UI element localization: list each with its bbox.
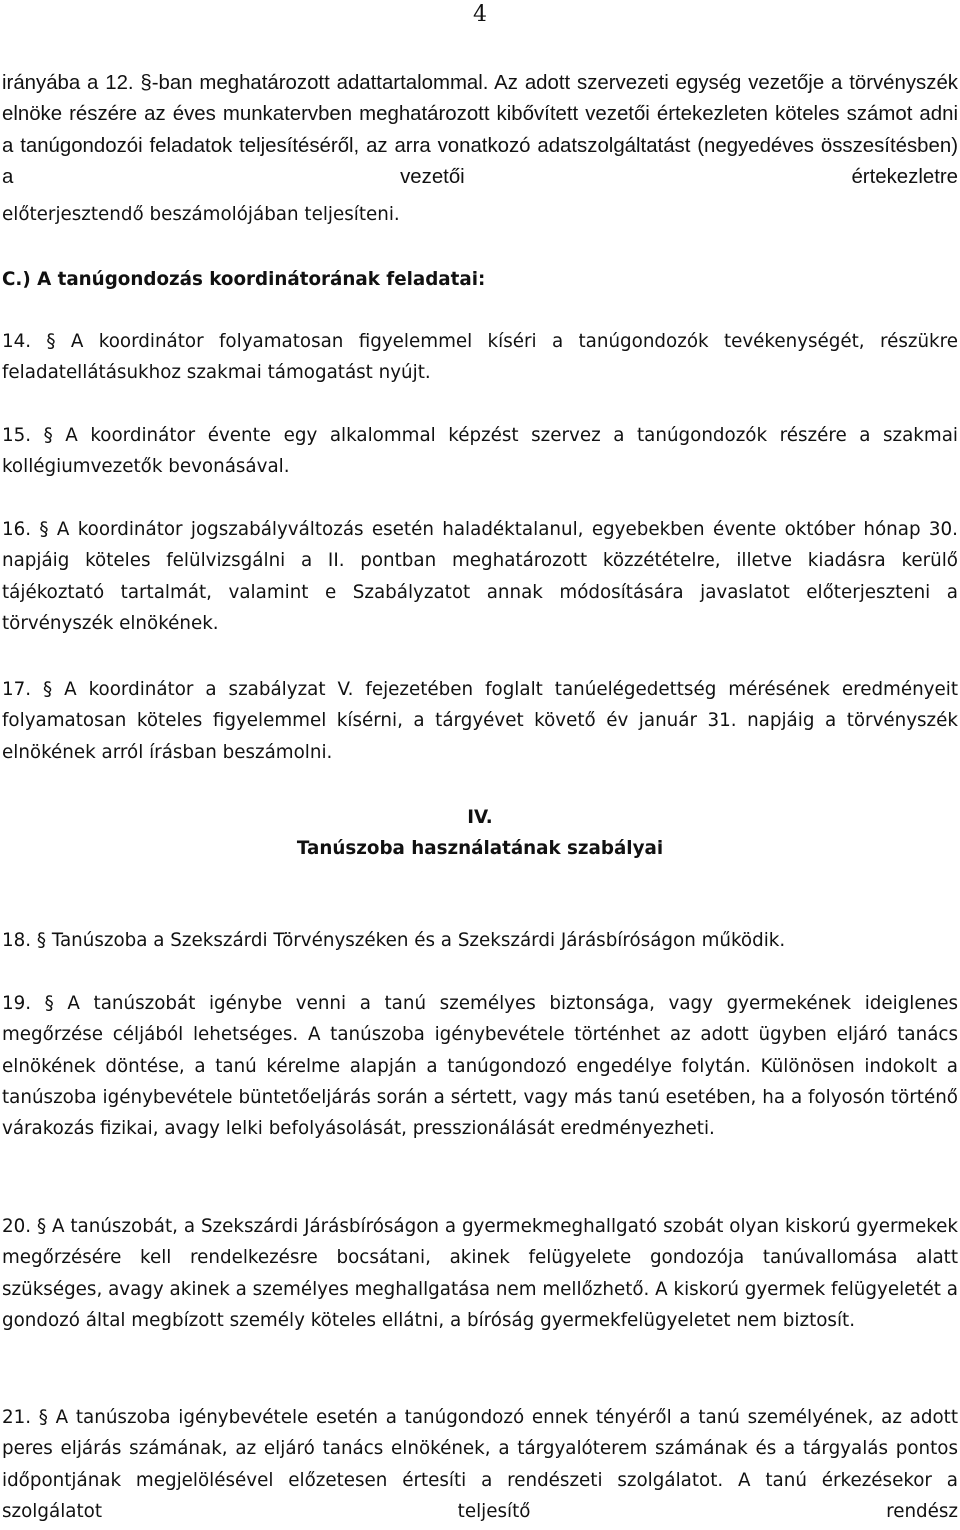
chapter-number: IV.	[467, 807, 493, 828]
paragraph-16: 16. § A koordinátor jogszabályváltozás esetén haladéktalanul, egyebekben évente október hónap 30. napjáig köteles felülvizsgálni a II. pontban meghatározott közzétételre, illetve kiadásra kerülő tájékoztató tartalmát, valamint e Szabályzatot annak módosítására javaslatot előterjeszteni a törvényszék elnökének.	[2, 519, 958, 634]
intro-paragraph-part2: előterjesztendő beszámolójában teljesíteni.	[2, 204, 400, 225]
paragraph-18: 18. § Tanúszoba a Szekszárdi Törvényszéken és a Szekszárdi Járásbíróságon működik.	[2, 930, 786, 951]
paragraph-15: 15. § A koordinátor évente egy alkalommal képzést szervez a tanúgondozók részére a szakmai kollégiumvezetők bevonásával.	[2, 425, 958, 478]
paragraph-17: 17. § A koordinátor a szabályzat V. fejezetében foglalt tanúelégedettség mérésének eredményeit folyamatosan köteles figyelemmel kísérni, a tárgyévet követő év január 31. napjáig a törvényszék elnökének arról írásban beszámolni.	[2, 679, 958, 763]
paragraph-14: 14. § A koordinátor folyamatosan figyelemmel kíséri a tanúgondozók tevékenységét, részükre feladatellátásukhoz szakmai támogatást nyújt.	[2, 331, 958, 384]
chapter-title: Tanúszoba használatának szabályai	[296, 838, 664, 859]
intro-paragraph-part1: irányába a 12. §-ban meghatározott adattartalommal. Az adott szervezeti egység vezetője a törvényszék elnöke részére az éves munkatervben meghatározott kibővített vezetői értekezleten köteles számot adni a tanúgondozói feladatok teljesítéséről, az arra vonatkozó adatszolgáltatást (negyedéves összesítésben) a vezetői értekezletre	[2, 72, 958, 188]
section-c-heading: C.) A tanúgondozás koordinátorának feladatai:	[2, 269, 486, 290]
page-number: 4	[473, 2, 487, 27]
paragraph-19: 19. § A tanúszobát igénybe venni a tanú személyes biztonsága, vagy gyermekének ideiglenes megőrzése céljából lehetséges. A tanúszoba igénybevétele történhet az adott ügyben eljáró tanács elnökének döntése, a tanú kérelme alapján a tanúgondozó engedélye folytán. Különösen indokolt a tanúszoba igénybevétele büntetőeljárás során a sértett, vagy más tanú esetében, ha a folyosón történő várakozás fizikai, avagy lelki befolyásolását, presszionálását eredményezheti.	[2, 993, 958, 1140]
paragraph-20: 20. § A tanúszobát, a Szekszárdi Járásbíróságon a gyermekmeghallgató szobát olyan kiskorú gyermekek megőrzésére kell rendelkezésre bocsátani, akinek felügyelete gondozója tanúvallomása alatt szükséges, avagy akinek a személyes meghallgatása nem mellőzhető. A kiskorú gyermek felügyeletét a gondozó által megbízott személy köteles ellátni, a bíróság gyermekfelügyeletet nem biztosít.	[2, 1216, 958, 1331]
paragraph-21: 21. § A tanúszoba igénybevétele esetén a tanúgondozó ennek tényéről a tanú személyének, az adott peres eljárás számának, az eljáró tanács elnökének, a tárgyalóterem számának és a tárgyalás pontos időpontjának megjelölésével előzetesen értesíti a rendészeti szolgálatot. A tanú érkezésekor a szolgálatot teljesítő rendész	[2, 1407, 958, 1522]
